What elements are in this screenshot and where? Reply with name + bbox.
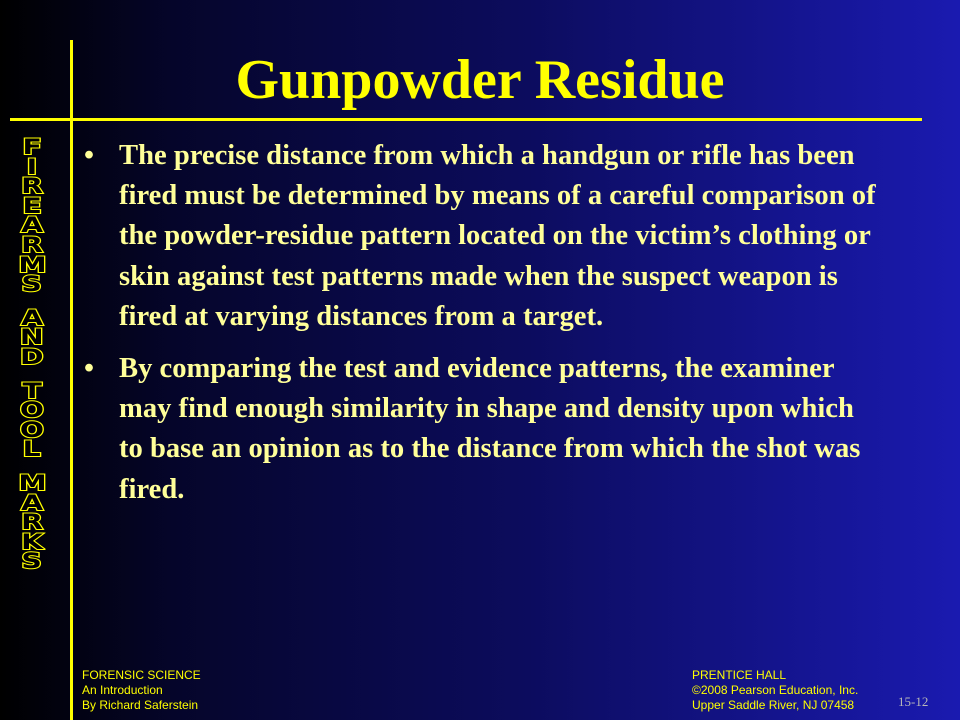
footer-book-info (82, 668, 201, 713)
footer-publisher-info (692, 668, 858, 713)
side-label-letter: D (20, 344, 44, 369)
side-label-letter: O (19, 398, 45, 423)
side-label-letter: S (21, 272, 43, 297)
bullet-item (84, 349, 884, 510)
side-label-letter: A (21, 490, 43, 515)
side-label-letter: R (21, 510, 43, 535)
title-underline (10, 118, 922, 121)
footer-line: By Richard Saferstein (82, 698, 199, 712)
side-label-letter: R (21, 174, 43, 199)
vertical-divider (70, 40, 73, 720)
side-label-letter: I (26, 154, 38, 179)
side-label-letter: L (22, 437, 42, 462)
footer-line: Upper Saddle River, NJ 07458 (692, 698, 855, 712)
bullet-marker: • (84, 353, 95, 385)
footer-line: An Introduction (82, 683, 163, 697)
footer-line: FORENSIC SCIENCE (82, 668, 201, 682)
bullet-text: The precise distance from which a handgun or rifle has been fired must be determined by means of a careful comparison of the powder-residue pattern located on the victim’s clothing or skin against test patterns made when the suspect weapon is fired at varying distances from a target. (119, 140, 876, 332)
bullet-item (84, 136, 884, 337)
slide-title: Gunpowder Residue (235, 49, 725, 111)
side-label-firearms-and-tool-marks (6, 135, 58, 574)
side-label-letter: M (17, 252, 47, 277)
bullet-list (84, 136, 884, 522)
page-number: 15-12 (898, 694, 929, 709)
side-label-letter: T (22, 378, 42, 403)
footer-line: PRENTICE HALL (692, 668, 787, 682)
side-label-letter: F (22, 135, 42, 159)
side-label-letter: E (22, 193, 42, 218)
bullet-marker: • (84, 140, 95, 171)
side-label-letter: A (21, 213, 43, 238)
side-label-letter: A (21, 305, 43, 330)
side-label-letter: O (19, 417, 45, 442)
side-label-letter: S (21, 549, 43, 574)
footer-line: ©2008 Pearson Education, Inc. (692, 683, 859, 697)
side-label-letter: N (20, 325, 44, 350)
side-label-letter: K (21, 529, 43, 554)
side-label-letter: M (17, 470, 47, 495)
bullet-text: By comparing the test and evidence patterns, the examiner may find enough similarity in shape and density upon which to base an opinion as to the distance from which the shot was fired. (119, 353, 861, 505)
side-label-letter: R (21, 232, 43, 257)
